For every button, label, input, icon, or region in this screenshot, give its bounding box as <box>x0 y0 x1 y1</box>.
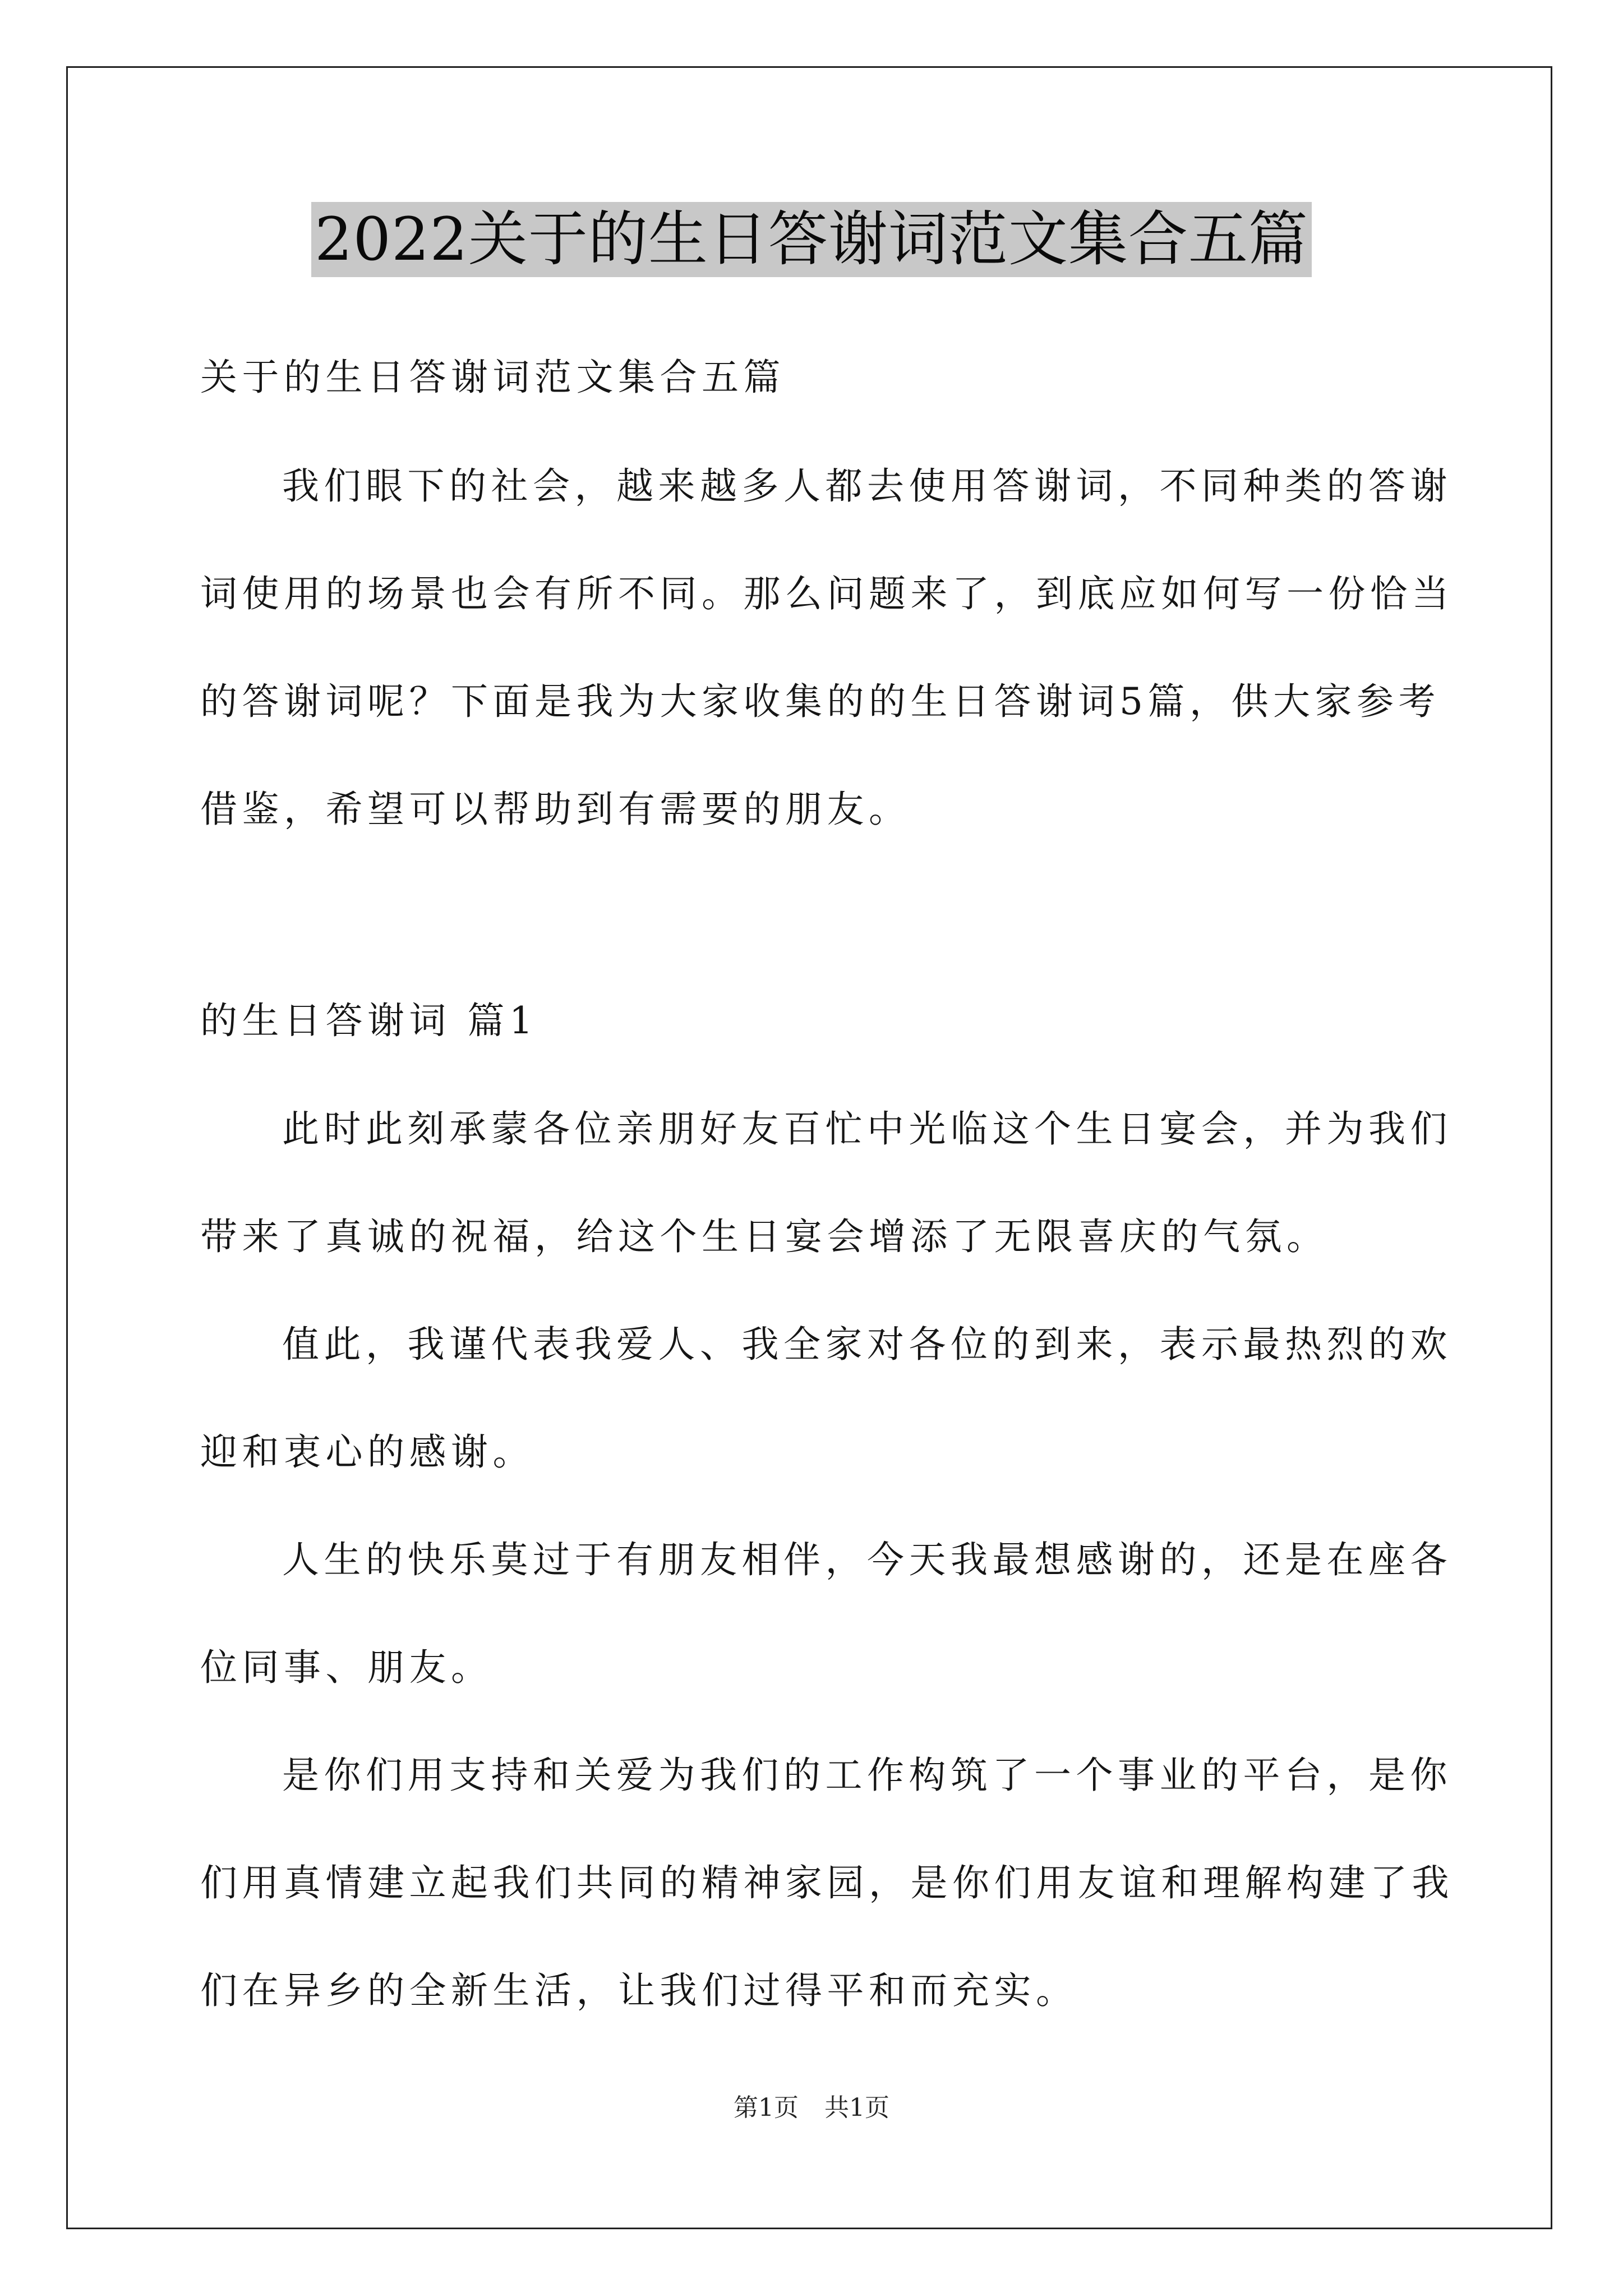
intro-line-1: 我们眼下的社会，越来越多人都去使用答谢词，不同种类的答谢 <box>282 464 1452 508</box>
body-line-1: 此时此刻承蒙各位亲朋好友百忙中光临这个生日宴会，并为我们 <box>282 1107 1452 1151</box>
body-line-9: 们在异乡的全新生活，让我们过得平和而充实。 <box>200 1969 1078 2012</box>
body-line-7: 是你们用支持和关爱为我们的工作构筑了一个事业的平台，是你 <box>282 1754 1452 1797</box>
document-title: 2022关于的生日答谢词范文集合五篇 <box>311 202 1312 277</box>
intro-line-3: 的答谢词呢？下面是我为大家收集的的生日答谢词5篇，供大家参考 <box>200 680 1440 723</box>
intro-line-2: 词使用的场景也会有所不同。那么问题来了，到底应如何写一份恰当 <box>200 572 1454 615</box>
document-subtitle: 关于的生日答谢词范文集合五篇 <box>200 356 785 399</box>
page-number-total: 共1页 <box>824 2093 889 2122</box>
page-footer <box>0 2091 1623 2125</box>
body-line-3: 值此，我谨代表我爱人、我全家对各位的到来，表示最热烈的欢 <box>282 1323 1452 1366</box>
body-line-4: 迎和衷心的感谢。 <box>200 1430 534 1474</box>
body-line-5: 人生的快乐莫过于有朋友相伴，今天我最想感谢的，还是在座各 <box>282 1538 1452 1581</box>
page-number-current: 第1页 <box>734 2093 799 2122</box>
body-line-6: 位同事、朋友。 <box>200 1646 493 1689</box>
section-heading: 的生日答谢词 篇1 <box>200 999 538 1042</box>
intro-line-4: 借鉴，希望可以帮助到有需要的朋友。 <box>200 788 911 831</box>
body-line-8: 们用真情建立起我们共同的精神家园，是你们用友谊和理解构建了我 <box>200 1861 1454 1904</box>
title-container <box>0 202 1623 277</box>
body-line-2: 带来了真诚的祝福，给这个生日宴会增添了无限喜庆的气氛。 <box>200 1215 1329 1258</box>
